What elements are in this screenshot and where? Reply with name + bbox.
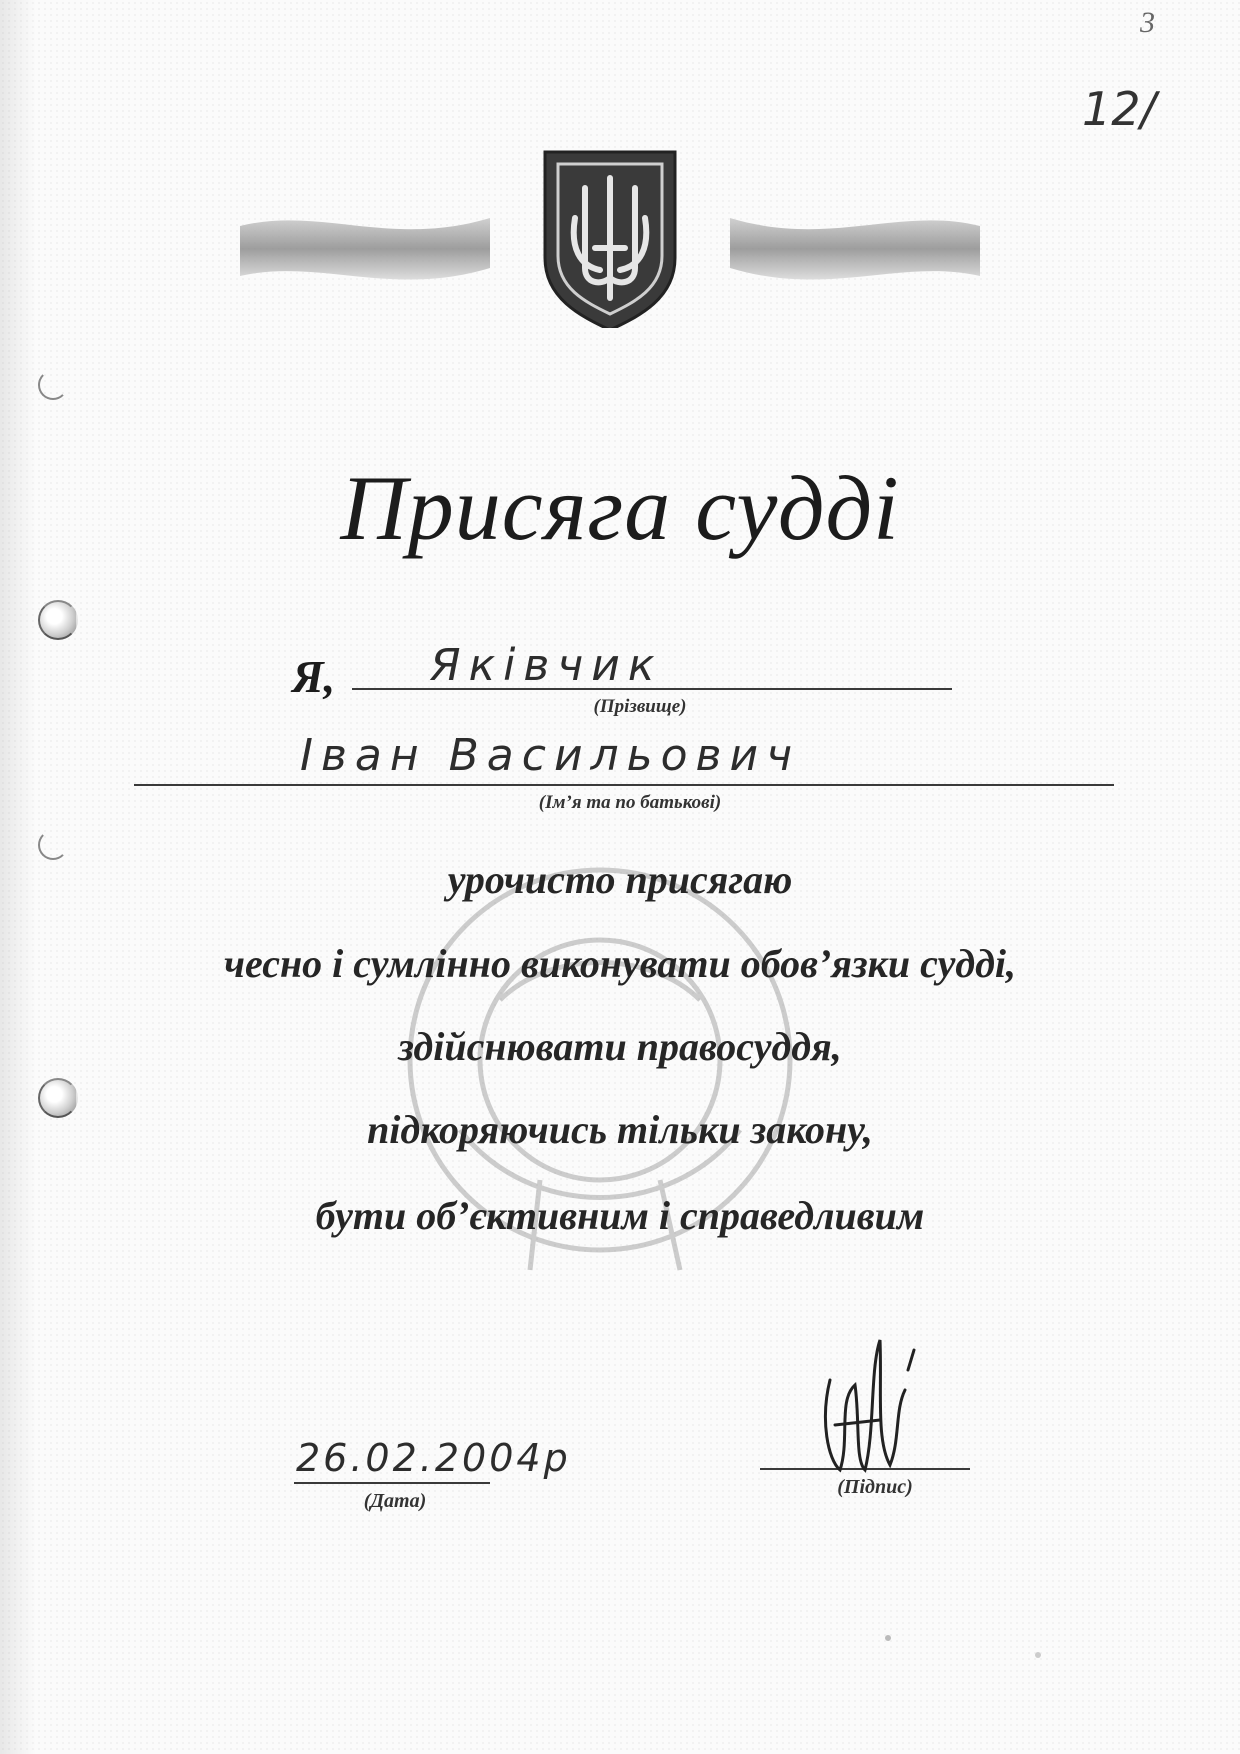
archive-number: 12/ — [1082, 82, 1157, 136]
oath-line-5: бути об’єктивним і справедливим — [315, 1193, 925, 1238]
surname-caption: (Прізвище) — [593, 696, 687, 717]
surname-value: Яківчик — [430, 640, 663, 691]
dust-dot — [1035, 1652, 1041, 1658]
document-title: Присяга судді — [340, 457, 900, 559]
flag-ribbon-left — [240, 218, 490, 280]
date-caption: (Дата) — [363, 1490, 427, 1512]
oath-line-2: чесно і сумлінно виконувати обов’язки судді, — [223, 941, 1017, 986]
oath-prefix: Я, — [292, 651, 336, 702]
corner-mark: 3 — [1140, 6, 1155, 39]
oath-line-1: урочисто присягаю — [447, 857, 793, 902]
flag-ribbon-right — [730, 218, 980, 280]
given-names-line — [134, 784, 1114, 786]
date-value: 26.02.2004р — [296, 1436, 571, 1480]
given-names-value: Іван Васильович — [300, 730, 801, 781]
binder-hole — [38, 600, 78, 640]
signature-caption: (Підпис) — [837, 1476, 913, 1498]
oath-line-4: підкоряючись тільки закону, — [367, 1107, 873, 1152]
given-names-caption: (Ім’я та по батькові) — [538, 792, 722, 813]
date-line — [294, 1482, 490, 1484]
emblem-header — [240, 148, 980, 328]
binder-hole-mark — [38, 370, 68, 400]
surname-line — [352, 688, 952, 690]
handwritten-signature — [810, 1330, 920, 1480]
oath-line-3: здійснювати правосуддя, — [398, 1024, 842, 1069]
dust-dot — [885, 1635, 891, 1641]
ukrainian-coat-of-arms-icon — [545, 152, 675, 328]
